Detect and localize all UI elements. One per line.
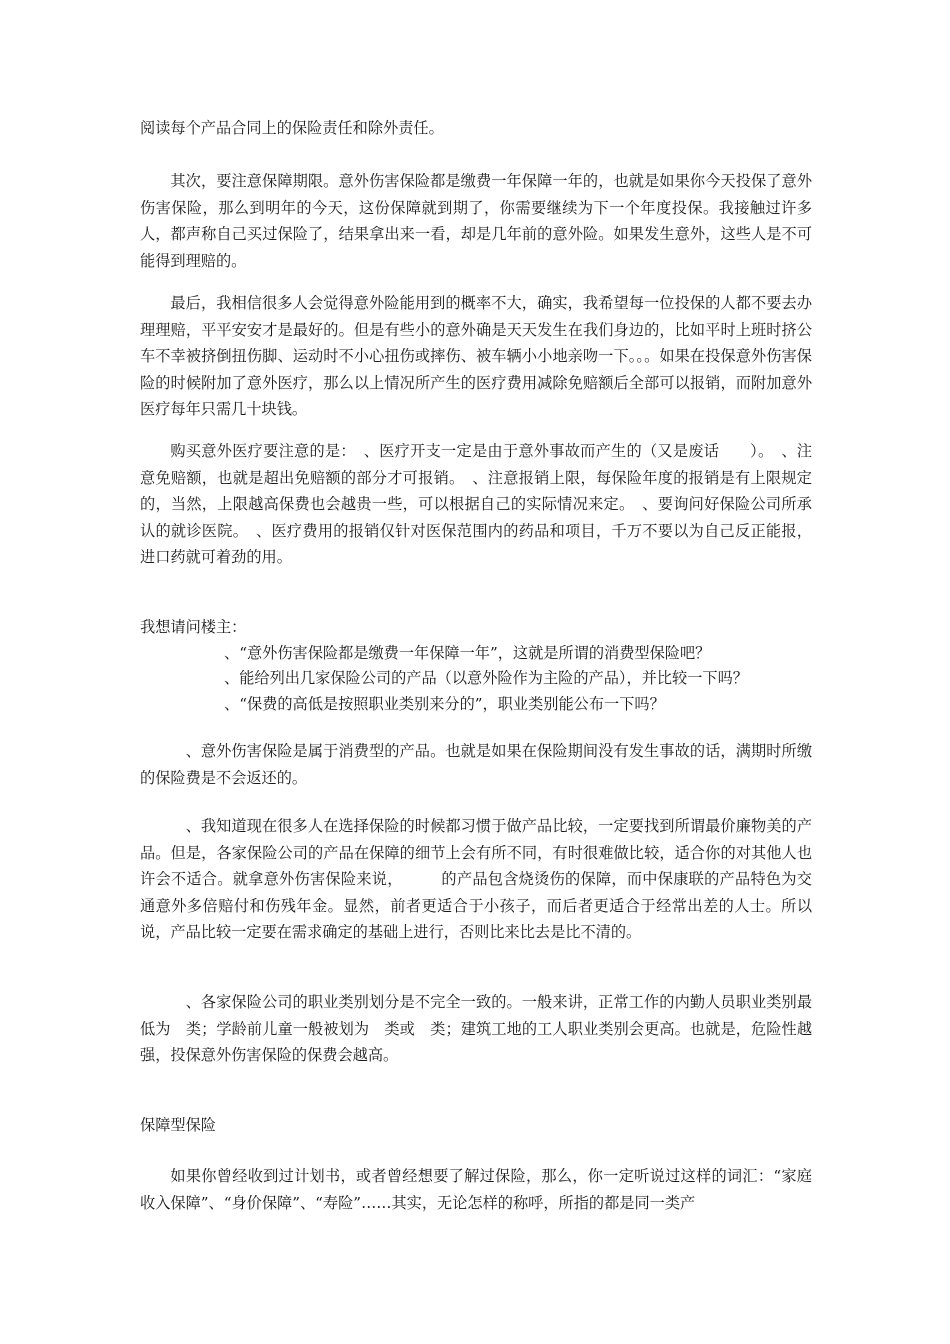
question-2: 、能给列出几家保险公司的产品（以意外险作为主险的产品），并比较一下吗？	[224, 669, 748, 687]
section-heading: 保障型保险	[140, 1116, 216, 1134]
answer-2: 、我知道现在很多人在选择保险的时候都习惯于做产品比较，一定要找到所谓最价廉物美的产品。但是，各家保险公司的产品在保障的细节上会有所不同，有时很难做比较，适合你的对其他人也许会不适合。就拿意外伤害保险来说， 的产品包含烧烫伤的保障，而中保康联的产品特色为交通意外多倍赔付和伤残年金。显然，前者更适合于小孩子，而后者更适合于经常出差的人士。所以说，产品比较一定要在需求确定的基础上进行，否则比来比去是比不清的。	[140, 817, 812, 941]
paragraph-coverage-scope: 阅读每个产品合同上的保险责任和除外责任。	[140, 119, 444, 137]
paragraph-protection-insurance: 如果你曾经收到过计划书，或者曾经想要了解过保险，那么，你一定听说过这样的词汇：“家庭收入保障”、“身价保障”、“寿险”……其实，无论怎样的称呼，所指的都是同一类产	[140, 1167, 812, 1212]
question-3: 、“保费的高低是按照职业类别来分的”，职业类别能公布一下吗？	[224, 695, 665, 713]
question-intro: 我想请问楼主：	[140, 618, 247, 636]
answer-1: 、意外伤害保险是属于消费型的产品。也就是如果在保险期间没有发生事故的话，满期时所缴的保险费是不会返还的。	[140, 742, 812, 787]
paragraph-medical-rider: 最后，我相信很多人会觉得意外险能用到的概率不大，确实，我希望每一位投保的人都不要去办理理赔，平平安安才是最好的。但是有些小的意外确是天天发生在我们身边的，比如平时上班时挤公车不幸被挤倒扭伤脚、运动时不小心扭伤或摔伤、被车辆小小地亲吻一下。。。如果在投保意外伤害保险的时候附加了意外医疗，那么以上情况所产生的医疗费用减除免赔额后全部可以报销，而附加意外医疗每年只需几十块钱。	[140, 294, 812, 418]
paragraph-medical-notes: 购买意外医疗要注意的是： 、医疗开支一定是由于意外事故而产生的（又是废话 ）。 、注意免赔额，也就是超出免赔额的部分才可报销。 、注意报销上限，每保险年度的报销是有上限规定的，当然，上限越高保费也会越贵一些，可以根据自己的实际情况来定。 、要询问好保险公司所承认的就诊医院。 、医疗费用的报销仅针对医保范围内的药品和项目，千万不要以为自己反正能报，进口药就可着劲的用。	[140, 442, 812, 566]
paragraph-coverage-period: 其次，要注意保障期限。意外伤害保险都是缴费一年保障一年的，也就是如果你今天投保了意外伤害保险，那么到明年的今天，这份保障就到期了，你需要继续为下一个年度投保。我接触过许多人，都声称自己买过保险了，结果拿出来一看，却是几年前的意外险。如果发生意外，这些人是不可能得到理赔的。	[140, 172, 812, 270]
question-1: 、“意外伤害保险都是缴费一年保障一年”，这就是所谓的消费型保险吧？	[224, 644, 711, 662]
answer-3: 、各家保险公司的职业类别划分是不完全一致的。一般来讲，正常工作的内勤人员职业类别最低为 类；学龄前儿童一般被划为 类或 类；建筑工地的工人职业类别会更高。也就是，危险性越强，投保意外伤害保险的保费会越高。	[140, 993, 812, 1064]
